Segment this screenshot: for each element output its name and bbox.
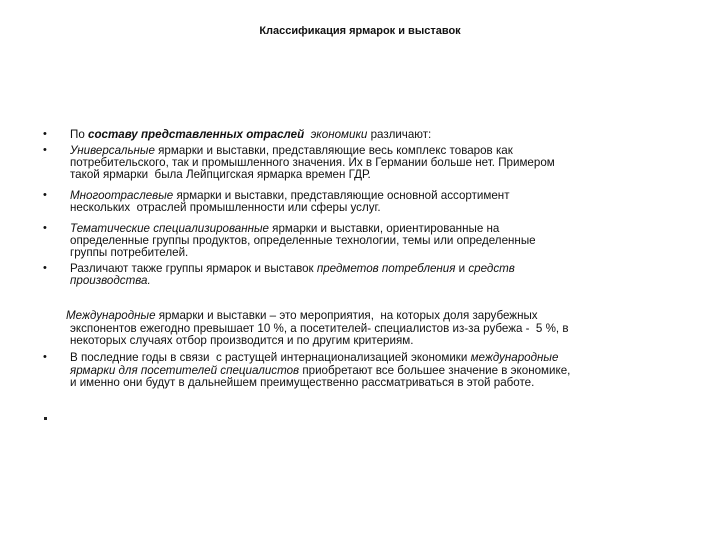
slide-title: Классификация ярмарок и выставок [259,25,461,37]
text-run: По [70,128,89,141]
text-run: различают: [367,128,432,141]
text-run: В последние годы в связи с растущей интернационализацией экономики [70,351,471,364]
text-run: и [455,262,469,275]
text-run: некоторых случаях отбор производится и по другим критериям. [70,334,414,347]
text-run: и именно они будут в дальнейшем преимущественно рассматриваться в этой работе. [70,376,535,389]
emphasized-text: средств [468,262,515,275]
text-run: ярмарки и выставки, представляющие основной ассортимент [173,189,510,202]
bullet-icon: • [43,222,47,234]
emphasized-text: производства. [70,274,151,287]
text-run: приобретают все большее значение в экономике, [299,364,571,377]
emphasized-text: международные [470,351,559,364]
text-line [70,201,381,214]
text-line [70,128,431,141]
text-run: ярмарки и выставки – это мероприятия, на которых доля зарубежных [155,309,538,322]
text-run: ярмарки и выставки, ориентированные на [268,222,500,235]
bullet-icon: • [43,351,47,363]
text-line [70,376,534,389]
text-run: группы потребителей. [70,246,189,259]
text-line [70,334,413,347]
emphasized-text: Тематические специализированные [70,222,269,235]
text-line [66,309,538,322]
text-line [70,274,151,287]
emphasized-text: ярмарки для посетителей специалистов [70,364,300,377]
emphasized-text: Международные [66,309,156,322]
text-run: потребительского, так и промышленного значения. Их в Германии больше нет. Примером [70,156,555,169]
text-line [70,351,558,364]
text-run: нескольких отраслей промышленности или сферы услуг. [70,201,381,214]
bullet-icon: • [43,144,47,156]
text-line [70,168,371,181]
emphasized-text: составу представленных отраслей [88,128,305,141]
emphasized-text: Многоотраслевые [70,189,174,202]
text-line [70,246,188,259]
bullet-icon: • [43,262,47,274]
empty-bullet-marker [44,417,47,420]
text-run: ярмарки и выставки, представляющие весь комплекс товаров как [154,144,513,157]
emphasized-text: Универсальные [70,144,155,157]
emphasized-text: предметов потребления [316,262,456,275]
text-run: такой ярмарки была Лейпцигская ярмарка времен ГДР. [70,168,371,181]
emphasized-text: экономики [310,128,368,141]
bullet-icon: • [43,189,47,201]
bullet-icon: • [43,128,47,140]
text-run: Различают также группы ярмарок и выставок [70,262,317,275]
text-run: определенные группы продуктов, определенные технологии, темы или определенные [70,234,536,247]
text-run: экспонентов ежегодно превышает 10 %, а посетителей- специалистов из-за рубежа - 5 %, в [70,322,569,335]
